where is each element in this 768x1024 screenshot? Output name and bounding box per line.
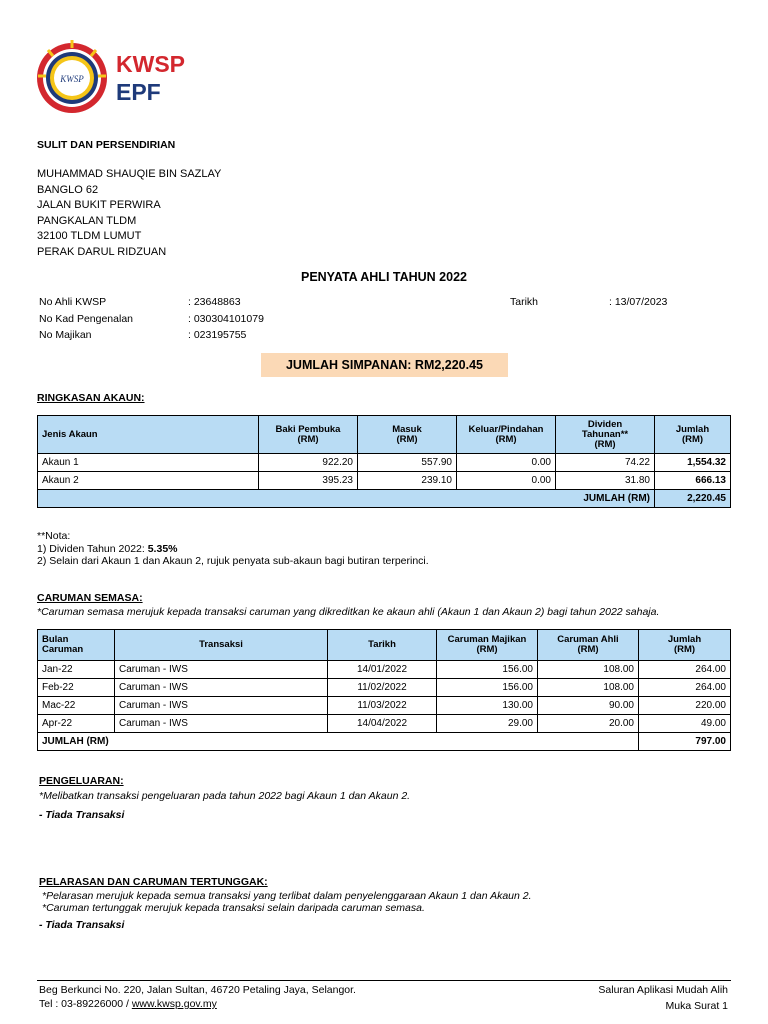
arrears-desc-line: *Pelarasan merujuk kepada semua transaksi yang terlibat dalam penyelenggaraan Akaun 1 dan Akaun 2. bbox=[42, 890, 532, 902]
table-row bbox=[38, 661, 731, 679]
cell: 220.00 bbox=[639, 697, 731, 715]
col-header: Jenis Akaun bbox=[38, 416, 259, 454]
cell: 29.00 bbox=[437, 715, 538, 733]
notes-block bbox=[37, 530, 429, 568]
col-header: Transaksi bbox=[115, 630, 328, 661]
ic-no-value: : 030304101079 bbox=[188, 313, 264, 325]
member-no-label: No Ahli KWSP bbox=[39, 296, 107, 308]
note-subaccount: 2) Selain dari Akaun 1 dan Akaun 2, rujuk penyata sub-akaun bagi butiran terperinci. bbox=[37, 555, 429, 567]
arrears-heading: PELARASAN DAN CARUMAN TERTUNGGAK: bbox=[39, 876, 268, 888]
contributions-desc: *Caruman semasa merujuk kepada transaksi caruman yang dikreditkan ke akaun ahli (Akaun 1 dan Akaun 2) bagi tahun 2022 sahaja. bbox=[37, 606, 660, 618]
col-header: Tarikh bbox=[328, 630, 437, 661]
footer-contact bbox=[39, 998, 217, 1010]
cell: 922.20 bbox=[259, 454, 358, 472]
ic-no-label: No Kad Pengenalan bbox=[39, 313, 133, 325]
table-header-row bbox=[38, 416, 731, 454]
table-row bbox=[38, 715, 731, 733]
cell: Jan-22 bbox=[38, 661, 115, 679]
cell: 20.00 bbox=[538, 715, 639, 733]
cell: 0.00 bbox=[457, 472, 556, 490]
table-header-row bbox=[38, 630, 731, 661]
cell: 130.00 bbox=[437, 697, 538, 715]
col-header: Caruman Majikan (RM) bbox=[437, 630, 538, 661]
confidential-label: SULIT DAN PERSENDIRIAN bbox=[37, 139, 176, 151]
col-header: Masuk (RM) bbox=[358, 416, 457, 454]
total-value: 2,220.45 bbox=[655, 490, 731, 508]
cell: Apr-22 bbox=[38, 715, 115, 733]
col-header: Caruman Ahli (RM) bbox=[538, 630, 639, 661]
col-header: Keluar/Pindahan (RM) bbox=[457, 416, 556, 454]
cell: 108.00 bbox=[538, 661, 639, 679]
cell: 1,554.32 bbox=[655, 454, 731, 472]
cell: Mac-22 bbox=[38, 697, 115, 715]
address-line: 32100 TLDM LUMUT bbox=[37, 230, 142, 242]
cell: 395.23 bbox=[259, 472, 358, 490]
date-value: : 13/07/2023 bbox=[609, 296, 668, 308]
table-row bbox=[38, 454, 731, 472]
employer-no-label: No Majikan bbox=[39, 329, 92, 341]
cell: 31.80 bbox=[556, 472, 655, 490]
col-header: Baki Pembuka (RM) bbox=[259, 416, 358, 454]
member-no-value: : 23648863 bbox=[188, 296, 241, 308]
contributions-heading: CARUMAN SEMASA: bbox=[37, 592, 143, 604]
contributions-table bbox=[37, 629, 731, 751]
note-dividend-label: 1) Dividen Tahun 2022: bbox=[37, 542, 148, 555]
kwsp-logo bbox=[36, 38, 196, 118]
cell: 264.00 bbox=[639, 679, 731, 697]
cell: 14/01/2022 bbox=[328, 661, 437, 679]
cell: 14/04/2022 bbox=[328, 715, 437, 733]
cell: 666.13 bbox=[655, 472, 731, 490]
col-header: Dividen Tahunan** (RM) bbox=[556, 416, 655, 454]
withdrawals-desc: *Melibatkan transaksi pengeluaran pada tahun 2022 bagi Akaun 1 dan Akaun 2. bbox=[39, 790, 411, 802]
table-row bbox=[38, 697, 731, 715]
note-dividend bbox=[37, 543, 429, 556]
logo-kwsp-text: KWSP bbox=[116, 51, 185, 77]
cell: 557.90 bbox=[358, 454, 457, 472]
cell: 239.10 bbox=[358, 472, 457, 490]
employer-no-value: : 023195755 bbox=[188, 329, 247, 341]
arrears-none: - Tiada Transaksi bbox=[39, 919, 125, 931]
website-link[interactable]: www.kwsp.gov.my bbox=[131, 998, 217, 1010]
cell: 156.00 bbox=[437, 661, 538, 679]
col-header: Bulan Caruman bbox=[38, 630, 115, 661]
cell: Akaun 2 bbox=[38, 472, 259, 490]
cell: 264.00 bbox=[639, 661, 731, 679]
member-address-block bbox=[37, 167, 221, 260]
cell: 90.00 bbox=[538, 697, 639, 715]
table-row bbox=[38, 472, 731, 490]
member-name: MUHAMMAD SHAUQIE BIN SAZLAY bbox=[37, 168, 222, 180]
cell: 108.00 bbox=[538, 679, 639, 697]
arrears-desc bbox=[42, 891, 532, 914]
cell: Caruman - IWS bbox=[115, 697, 328, 715]
notes-title: **Nota: bbox=[37, 530, 71, 542]
date-label: Tarikh bbox=[510, 296, 539, 308]
total-label: JUMLAH (RM) bbox=[38, 490, 655, 508]
account-summary-table bbox=[37, 415, 731, 508]
address-line: PANGKALAN TLDM bbox=[37, 214, 137, 227]
withdrawals-heading: PENGELUARAN: bbox=[39, 775, 124, 787]
cell: Feb-22 bbox=[38, 679, 115, 697]
arrears-desc-line: *Caruman tertunggak merujuk kepada transaksi selain daripada caruman semasa. bbox=[42, 901, 425, 914]
cell: 49.00 bbox=[639, 715, 731, 733]
total-value: 797.00 bbox=[639, 733, 731, 751]
cell: 11/03/2022 bbox=[328, 697, 437, 715]
total-label: JUMLAH (RM) bbox=[38, 733, 639, 751]
footer-channel: Saluran Aplikasi Mudah Alih bbox=[598, 984, 728, 996]
footer-divider bbox=[37, 980, 731, 981]
col-header: Jumlah (RM) bbox=[639, 630, 731, 661]
page-number: Muka Surat 1 bbox=[665, 1000, 728, 1012]
footer-address: Beg Berkunci No. 220, Jalan Sultan, 46720 Petaling Jaya, Selangor. bbox=[39, 984, 356, 996]
logo-seal-text: KWSP bbox=[60, 74, 84, 84]
table-total-row bbox=[38, 733, 731, 751]
cell: 0.00 bbox=[457, 454, 556, 472]
withdrawals-none: - Tiada Transaksi bbox=[39, 809, 125, 821]
table-row bbox=[38, 679, 731, 697]
total-savings-banner: JUMLAH SIMPANAN: RM2,220.45 bbox=[261, 353, 508, 377]
address-line: BANGLO 62 bbox=[37, 183, 99, 196]
address-line: JALAN BUKIT PERWIRA bbox=[37, 199, 161, 211]
logo-epf-text: EPF bbox=[116, 79, 161, 105]
cell: 156.00 bbox=[437, 679, 538, 697]
note-dividend-rate: 5.35% bbox=[147, 542, 178, 555]
cell: Caruman - IWS bbox=[115, 679, 328, 697]
account-summary-heading: RINGKASAN AKAUN: bbox=[37, 392, 145, 404]
col-header: Jumlah (RM) bbox=[655, 416, 731, 454]
cell: 11/02/2022 bbox=[328, 679, 437, 697]
address-line: PERAK DARUL RIDZUAN bbox=[37, 245, 167, 258]
cell: Caruman - IWS bbox=[115, 715, 328, 733]
table-total-row bbox=[38, 490, 731, 508]
cell: 74.22 bbox=[556, 454, 655, 472]
cell: Caruman - IWS bbox=[115, 661, 328, 679]
cell: Akaun 1 bbox=[38, 454, 259, 472]
footer-tel: Tel : 03-89226000 / bbox=[39, 998, 132, 1010]
statement-title: PENYATA AHLI TAHUN 2022 bbox=[300, 270, 467, 284]
